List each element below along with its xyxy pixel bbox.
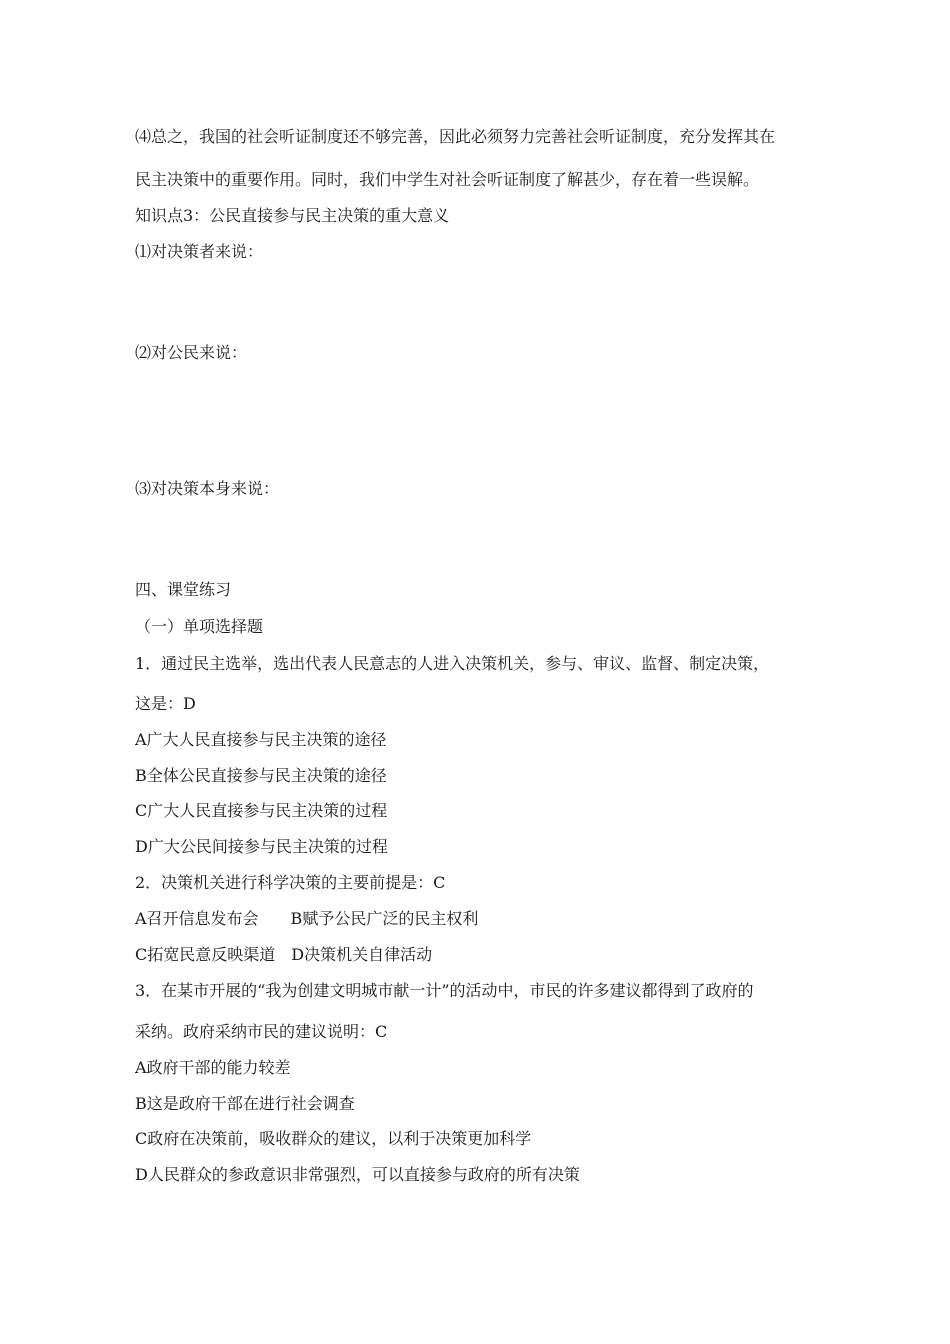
section4-title: 四、课堂练习 <box>135 580 232 599</box>
q3-option-c: C政府在决策前，吸收群众的建议，以利于决策更加科学 <box>135 1129 532 1148</box>
q1-stem-line2: 这是：D <box>135 694 196 713</box>
kp3-item3: ⑶对决策本身来说： <box>135 479 280 498</box>
q1-option-a: A广大人民直接参与民主决策的途径 <box>135 730 387 749</box>
kp3-item2: ⑵对公民来说： <box>135 343 248 362</box>
q2-options-ab: A召开信息发布会 B赋予公民广泛的民主权利 <box>135 909 479 928</box>
kp3-item1: ⑴对决策者来说： <box>135 242 264 261</box>
q3-stem-line1: 3．在某市开展的“我为创建文明城市献一计”的活动中，市民的许多建议都得到了政府的 <box>135 981 754 1000</box>
q2-stem: 2．决策机关进行科学决策的主要前提是：C <box>135 873 446 892</box>
subsection1-title: （一）单项选择题 <box>135 617 264 636</box>
q3-option-b: B这是政府干部在进行社会调查 <box>135 1094 355 1113</box>
q1-stem-line1: 1．通过民主选举，选出代表人民意志的人进入决策机关，参与、审议、监督、制定决策， <box>135 654 770 673</box>
q3-option-d: D人民群众的参政意识非常强烈，可以直接参与政府的所有决策 <box>135 1165 580 1184</box>
q1-option-c: C广大人民直接参与民主决策的过程 <box>135 801 388 820</box>
kp3-title: 知识点3：公民直接参与民主决策的重大意义 <box>135 206 450 225</box>
q3-stem-line2: 采纳。政府采纳市民的建议说明：C <box>135 1022 388 1041</box>
para4-line2: 民主决策中的重要作用。同时，我们中学生对社会听证制度了解甚少，存在着一些误解。 <box>135 170 760 189</box>
q3-option-a: A政府干部的能力较差 <box>135 1058 291 1077</box>
q1-option-b: B全体公民直接参与民主决策的途径 <box>135 766 387 785</box>
para4-line1: ⑷总之，我国的社会听证制度还不够完善，因此必须努力完善社会听证制度，充分发挥其在 <box>135 127 776 146</box>
q1-option-d: D广大公民间接参与民主决策的过程 <box>135 837 388 856</box>
q2-options-cd: C拓宽民意反映渠道 D决策机关自律活动 <box>135 945 433 964</box>
